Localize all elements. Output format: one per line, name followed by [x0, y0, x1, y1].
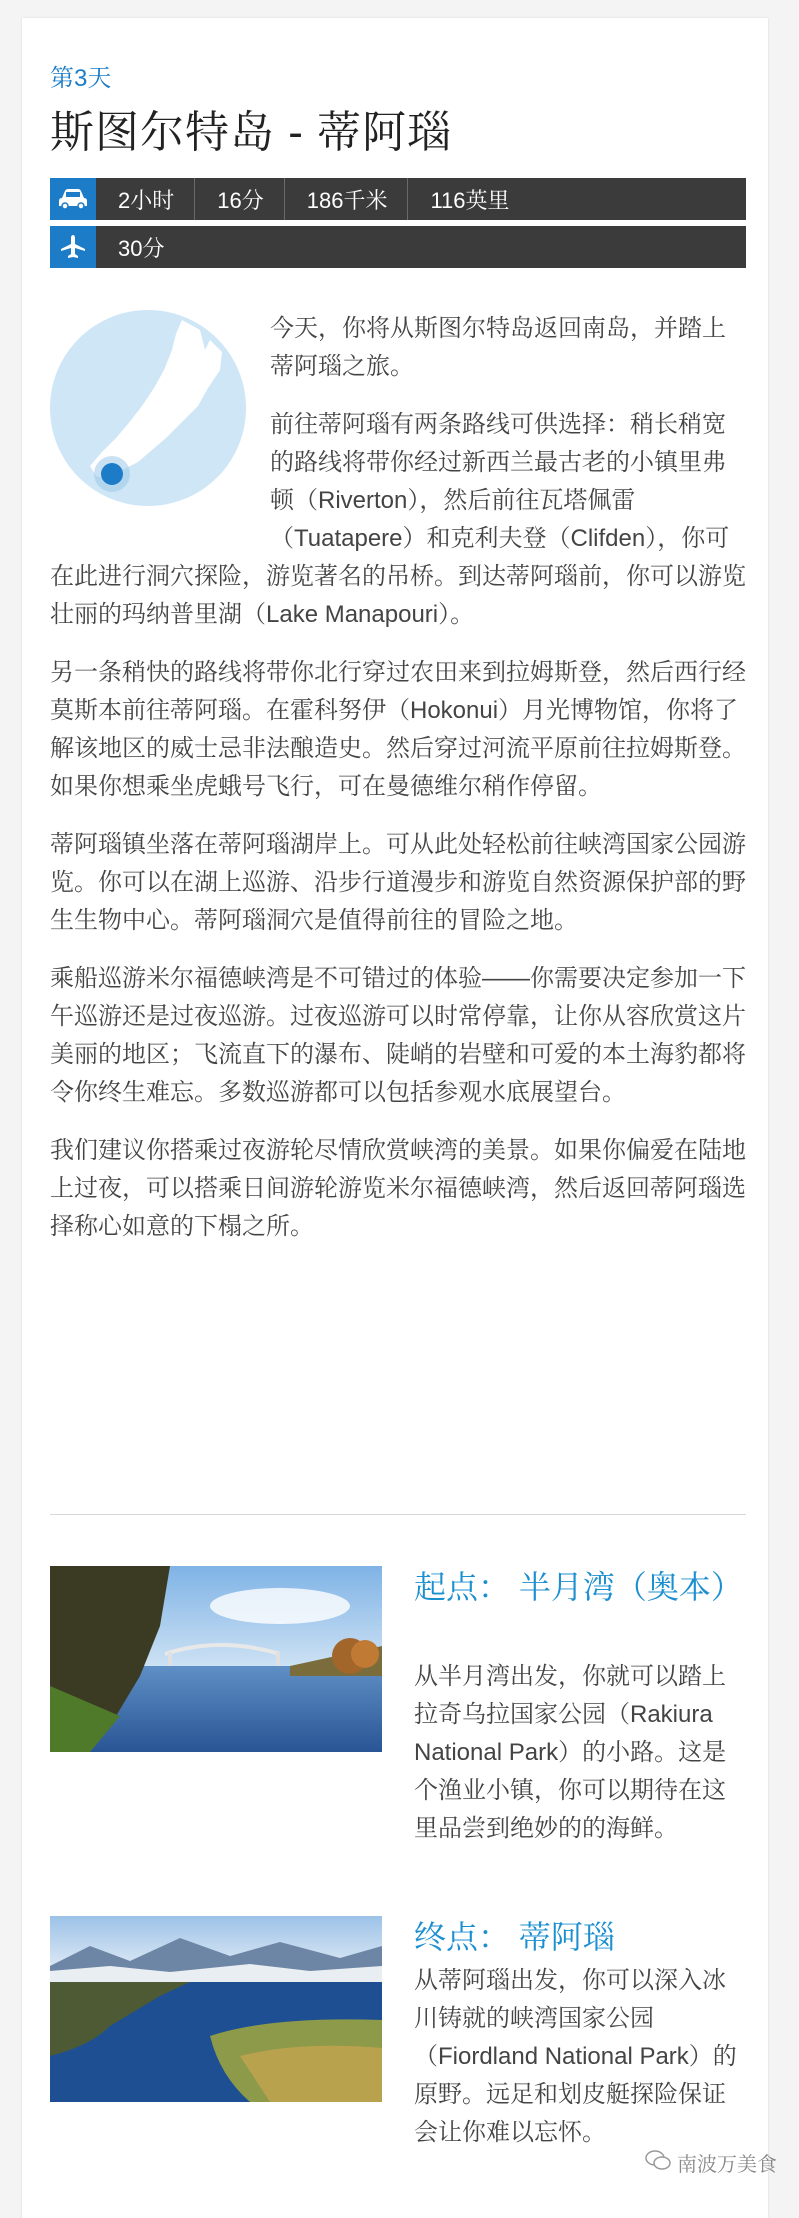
new-zealand-map-icon [50, 310, 270, 530]
drive-minutes: 16分 [195, 178, 284, 220]
paragraph-recommendation: 我们建议你搭乘过夜游轮尽情欣赏峡湾的美景。如果你偏爱在陆地上过夜，可以搭乘日间游轮游览米尔福德峡湾，然后返回蒂阿瑙选择称心如意的下榻之所。 [50, 1137, 746, 1240]
start-title[interactable]: 起点： 半月湾（奥本） [414, 1569, 743, 1605]
drive-duration: 2小时 [96, 178, 195, 220]
itinerary-card [22, 18, 768, 2218]
page-title: 斯图尔特岛 - 蒂阿瑙 [50, 108, 453, 157]
end-photo[interactable] [50, 1916, 382, 2102]
flight-info-bar [50, 226, 746, 268]
paragraph-te-anau: 蒂阿瑙镇坐落在蒂阿瑙湖岸上。可从此处轻松前往峡湾国家公园游览。你可以在湖上巡游、沿步行道漫步和游览自然资源保护部的野生生物中心。蒂阿瑙洞穴是值得前往的冒险之地。 [50, 831, 746, 934]
paragraph-fast-route: 另一条稍快的路线将带你北行穿过农田来到拉姆斯登，然后西行经莫斯本前往蒂阿瑙。在霍科努伊（Hokonui）月光博物馆，你将了解该地区的威士忌非法酿造史。然后穿过河流平原前往拉姆斯登。如果你想乘坐虎蛾号飞行，可在曼德维尔稍作停留。 [50, 659, 746, 800]
end-description: 从蒂阿瑙出发，你可以深入冰川铸就的峡湾国家公园（Fiordland National Park）的原野。远足和划皮艇探险保证会让你难以忘怀。 [414, 1967, 737, 2146]
section-divider [50, 1514, 746, 1515]
plane-icon [50, 226, 96, 268]
drive-info-bar [50, 178, 746, 220]
paragraph-milford-cruise: 乘船巡游米尔福德峡湾是不可错过的体验——你需要决定参加一下午巡游还是过夜巡游。过夜巡游可以时常停靠，让你从容欣赏这片美丽的地区；飞流直下的瀑布、陡峭的岩壁和可爱的本土海豹都将令你终生难忘。多数巡游都可以包括参观水底展望台。 [50, 965, 746, 1106]
intro-paragraph: 今天，你将从斯图尔特岛返回南岛，并踏上蒂阿瑙之旅。 [270, 315, 726, 380]
car-icon [50, 178, 96, 220]
day-label: 第3天 [50, 65, 112, 92]
wechat-icon [645, 2149, 671, 2177]
drive-km: 186千米 [285, 178, 409, 220]
drive-miles: 116英里 [430, 187, 510, 213]
flight-duration: 30分 [118, 235, 165, 261]
watermark [645, 2148, 777, 2177]
start-photo[interactable] [50, 1566, 382, 1752]
paragraph-routes: 前往蒂阿瑙有两条路线可供选择：稍长稍宽的路线将带你经过新西兰最古老的小镇里弗顿（Riverton），然后前往瓦塔佩雷（Tuatapere）和克利夫登（Clifden），你可在此进行洞穴探险，游览著名的吊桥。到达蒂阿瑙前，你可以游览壮丽的玛纳普里湖（Lake Manapouri）。 [50, 411, 746, 628]
watermark-text: 南波万美食 [677, 2154, 777, 2176]
start-description: 从半月湾出发，你就可以踏上拉奇乌拉国家公园（Rakiura National Park）的小路。这是个渔业小镇，你可以期待在这里品尝到绝妙的的海鲜。 [414, 1663, 727, 1842]
article-body [50, 310, 746, 1246]
end-title[interactable]: 终点： 蒂阿瑙 [414, 1919, 615, 1955]
